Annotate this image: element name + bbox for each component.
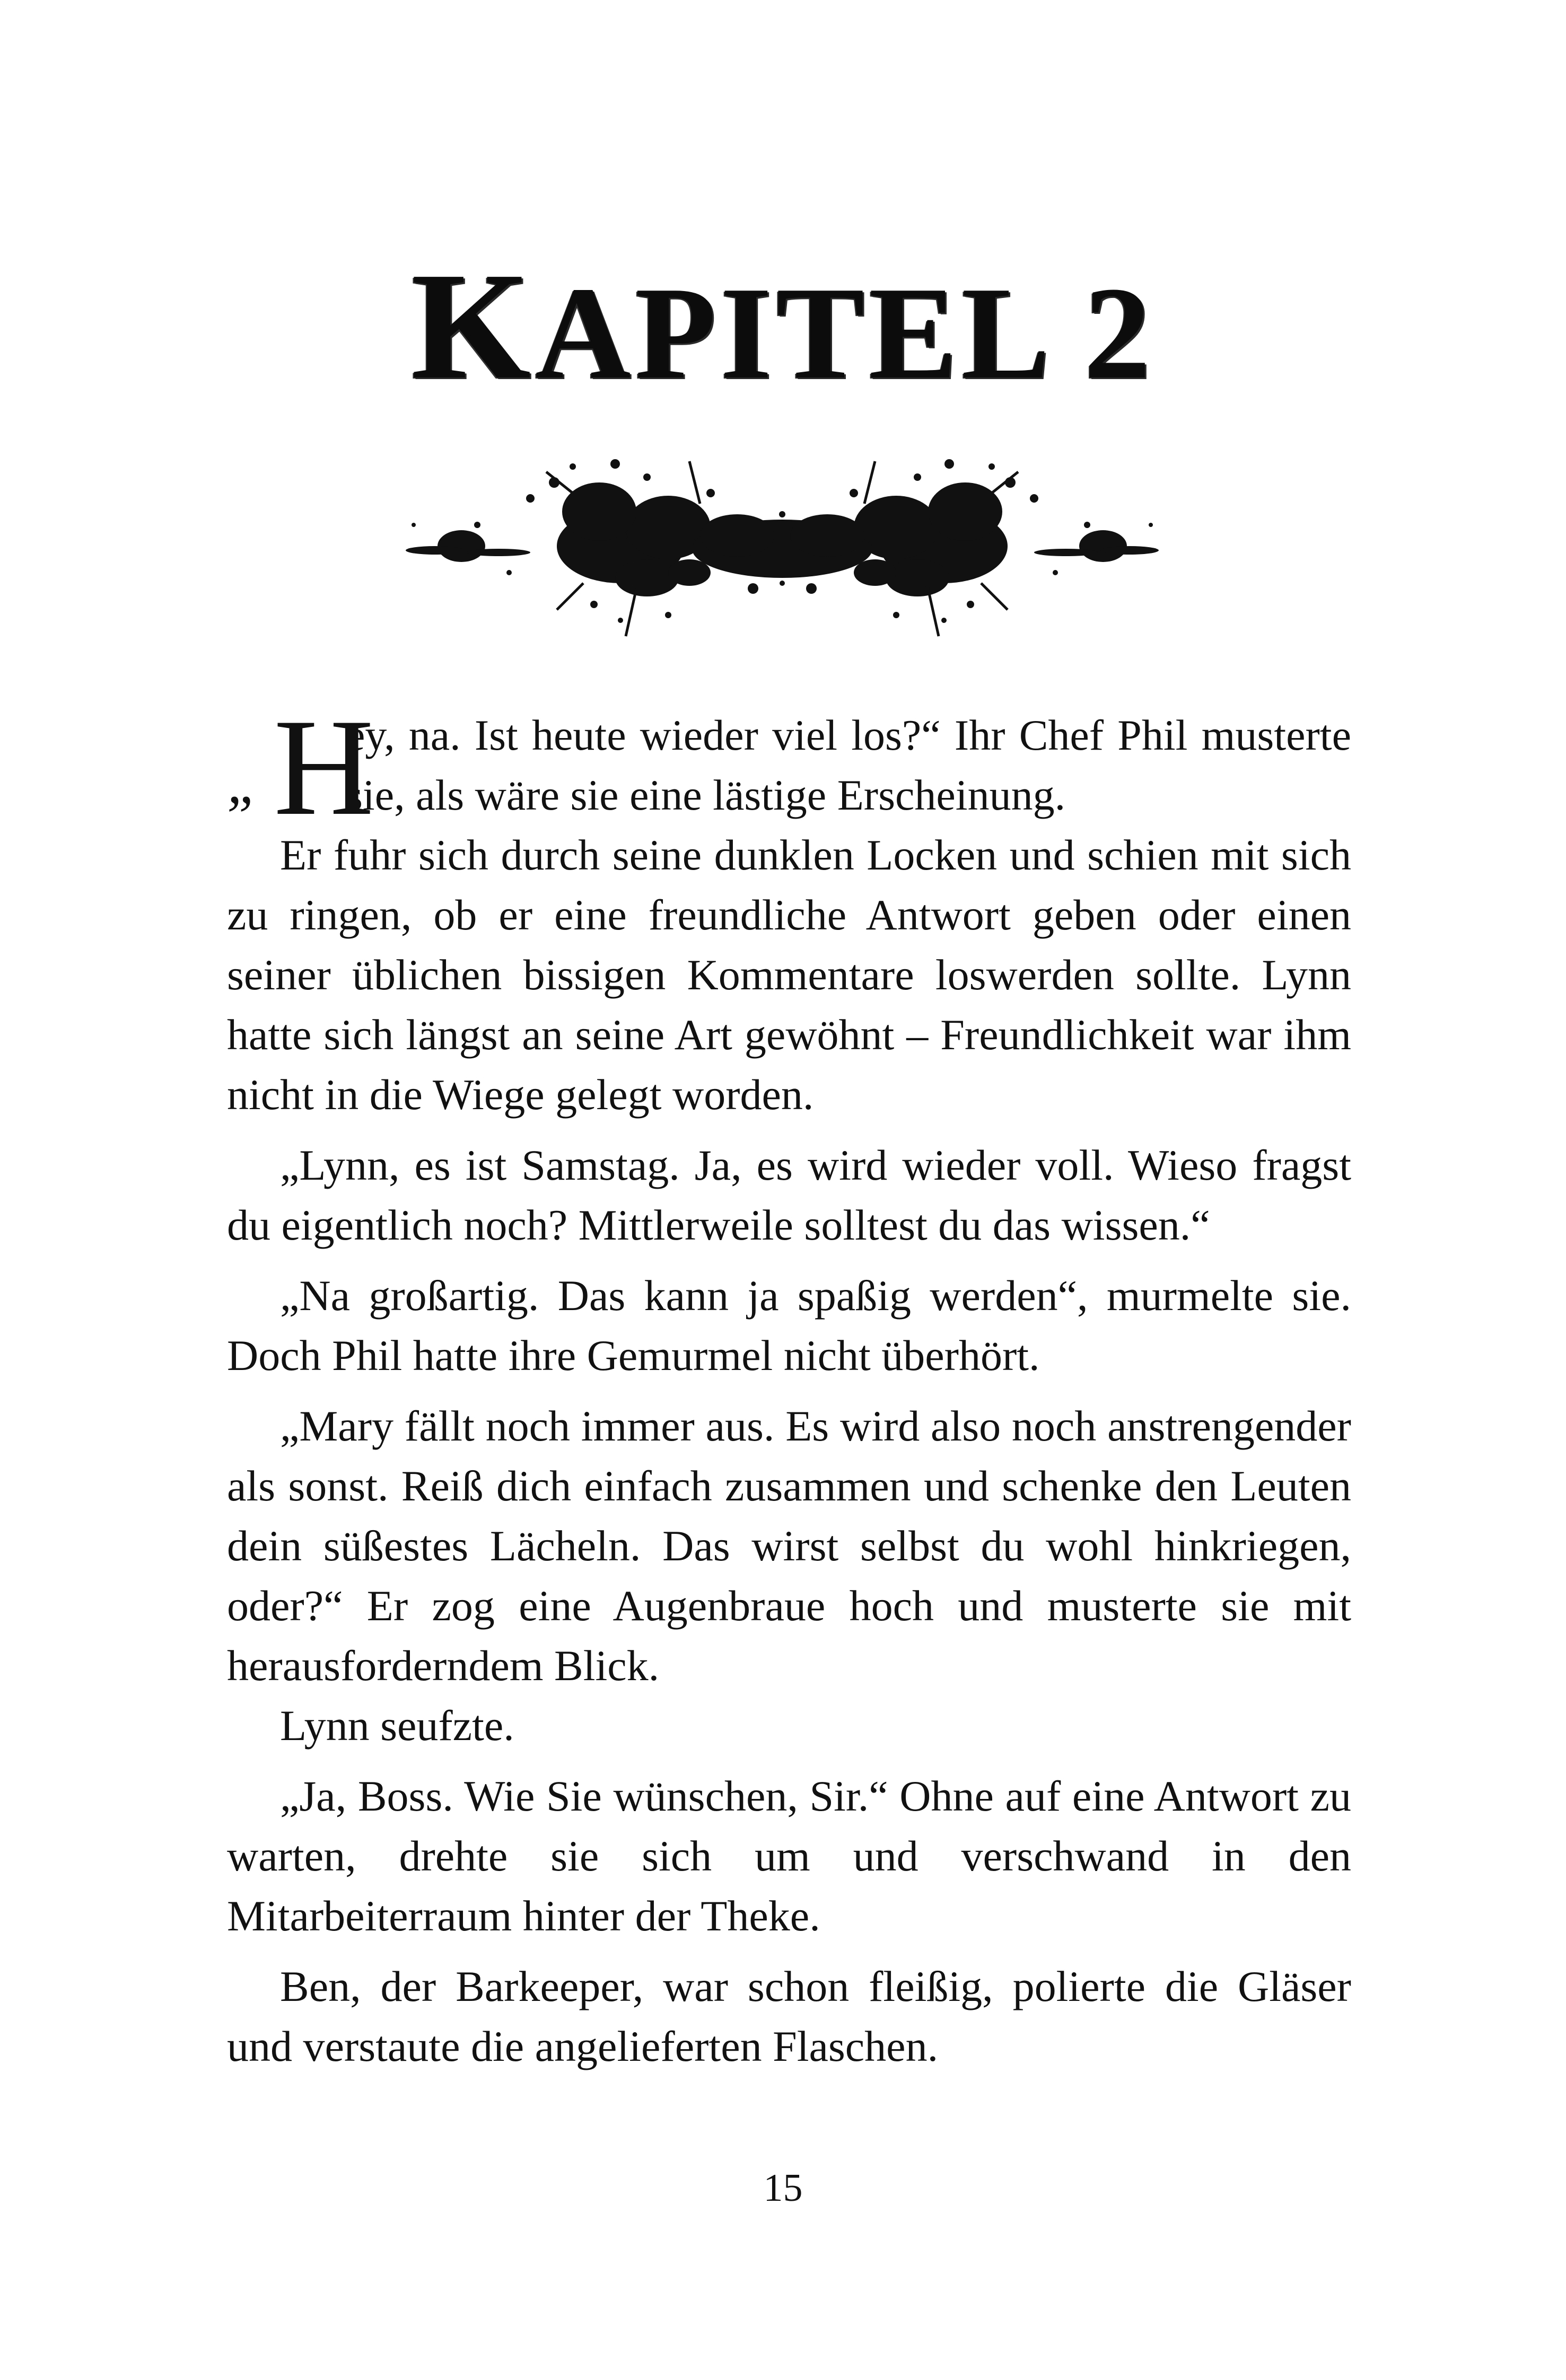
drop-cap: [227, 690, 374, 844]
paragraph-1: [227, 690, 1351, 844]
chapter-title-rest: APITEL 2: [535, 260, 1155, 407]
ink-blot-ornament-icon: [371, 414, 1193, 663]
chapter-title: [0, 241, 1566, 411]
page-number: 15: [763, 2166, 803, 2210]
drop-cap-letter: H: [274, 690, 374, 844]
paragraph-5: „Mary fällt noch immer aus. Es wird also noch anstrengender als sonst. Reiß dich einfach zusammen und schenke den Leuten dein süßestes Lächeln. Das wirst selbst du wohl hinkriegen, oder?“ Er zog eine Augenbraue hoch und musterte sie mit herausforderndem Blick.: [227, 1402, 1351, 1690]
paragraph-2: Er fuhr sich durch seine dunklen Locken und schien mit sich zu ringen, ob er eine freundliche Antwort geben oder einen seiner üblichen bissigen Kommentare loswerden sollte. Lynn hatte sich längst an seine Art gewöhnt – Freundlichkeit war ihm nicht in die Wiege gelegt worden.: [227, 831, 1351, 1119]
paragraph-3: „Lynn, es ist Samstag. Ja, es wird wieder voll. Wieso fragst du eigentlich noch? Mittlerweile solltest du das wissen.“: [227, 1141, 1351, 1249]
paragraph-7: „Ja, Boss. Wie Sie wünschen, Sir.“ Ohne auf eine Antwort zu warten, drehte sie sich um und verschwand in den Mitarbeiterraum hinter der Theke.: [227, 1772, 1351, 1940]
paragraph-6: Lynn seufzte.: [280, 1701, 514, 1750]
paragraph-text: ey, na. Ist heute wieder viel los?“ Ihr Chef Phil musterte sie, als wäre sie eine lästige Erscheinung.: [346, 711, 1351, 819]
chapter-body: [227, 690, 1351, 2076]
paragraph-8: Ben, der Barkeeper, war schon fleißig, polierte die Gläser und verstaute die angelieferten Flaschen.: [227, 1962, 1351, 2070]
drop-cap-quote: „: [227, 751, 260, 815]
paragraph-4: „Na großartig. Das kann ja spaßig werden“, murmelte sie. Doch Phil hatte ihre Gemurmel nicht überhört.: [227, 1271, 1351, 1380]
chapter-title-initial: K: [411, 241, 536, 411]
